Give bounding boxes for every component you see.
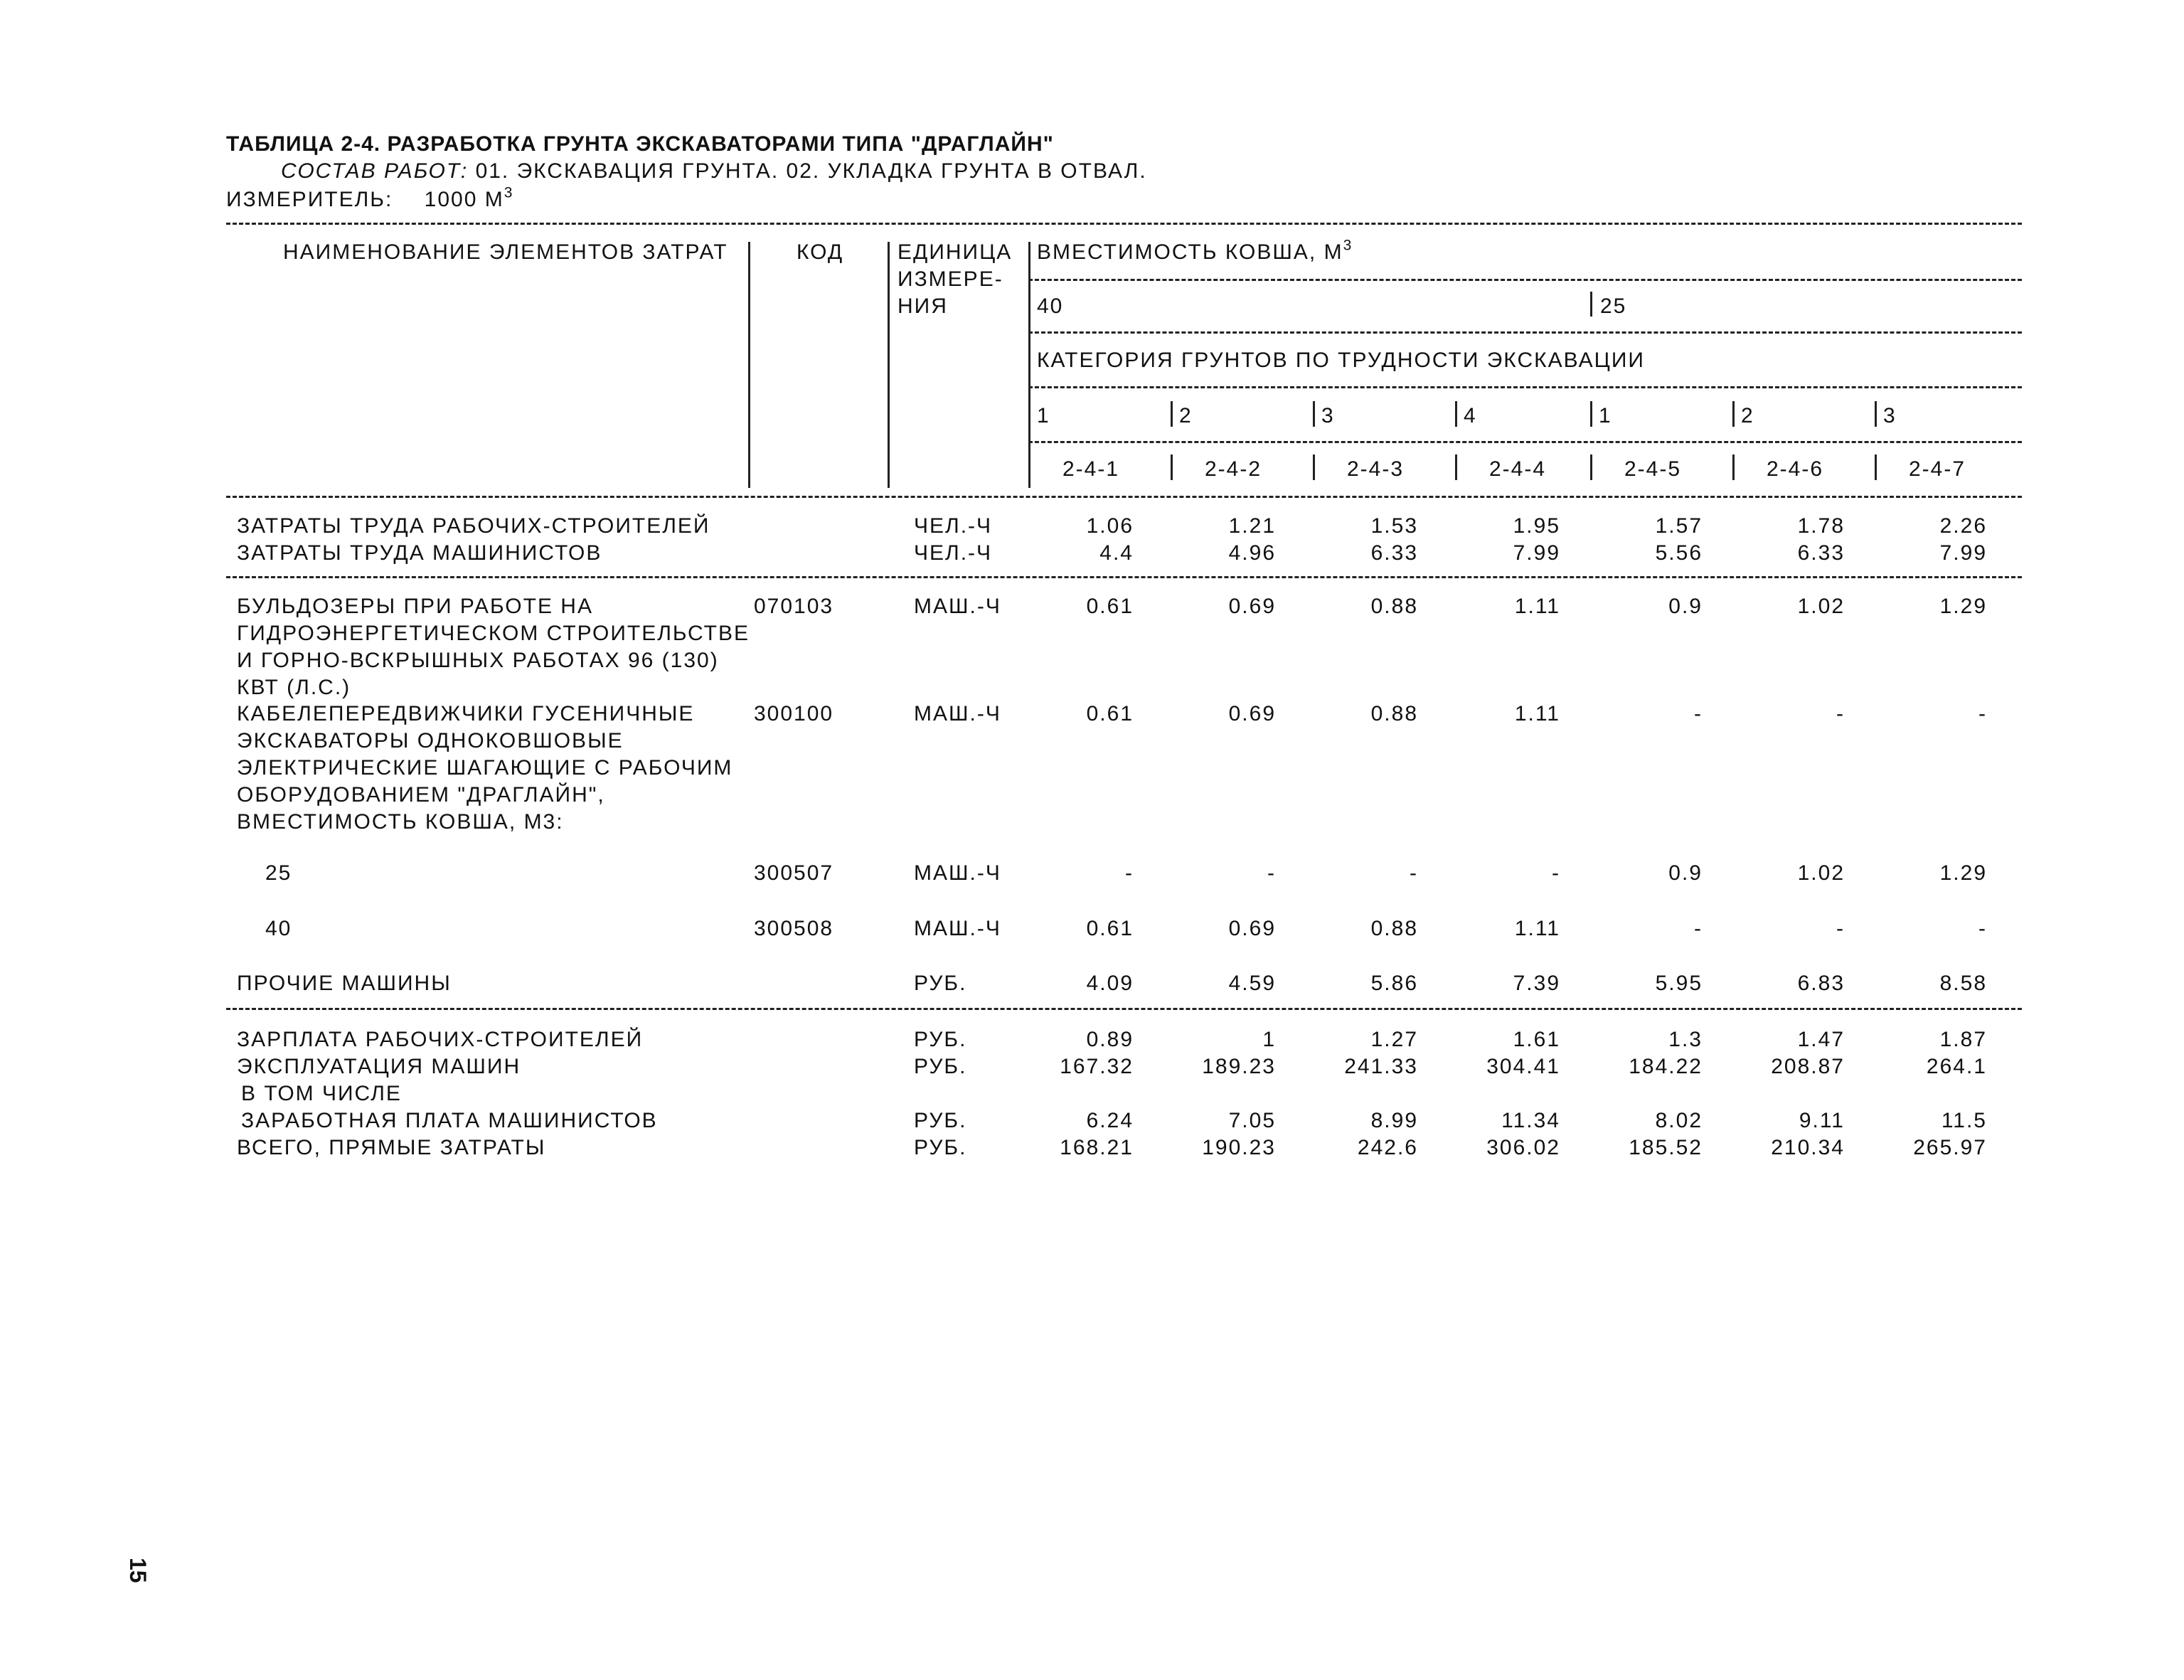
row-unit: РУБ.	[914, 1028, 967, 1051]
row-value: 0.89	[1086, 1028, 1134, 1051]
row-code: 300100	[754, 702, 834, 725]
composition-line	[281, 161, 1147, 182]
category-number: 3	[1883, 404, 1897, 427]
row-code: 300507	[754, 861, 834, 885]
rule-header-bottom	[226, 496, 2022, 498]
row-value: 167.32	[1060, 1055, 1134, 1078]
row-value: 7.39	[1513, 972, 1560, 995]
vbar-values	[1028, 242, 1030, 488]
column-code: 2-4-5	[1624, 457, 1682, 481]
vbar-category	[1732, 401, 1735, 427]
row-name: ЭЛЕКТРИЧЕСКИЕ ШАГАЮЩИЕ С РАБОЧИМ	[237, 756, 733, 780]
measure-sup: 3	[504, 184, 514, 201]
row-name: ЗАРПЛАТА РАБОЧИХ-СТРОИТЕЛЕЙ	[237, 1028, 644, 1051]
vbar-category	[1590, 401, 1592, 427]
measure-label: ИЗМЕРИТЕЛЬ:	[226, 188, 393, 211]
category-number: 2	[1741, 404, 1754, 427]
row-value: 1.29	[1939, 595, 1987, 618]
vbar-unit	[888, 242, 890, 488]
row-value: 1.47	[1797, 1028, 1845, 1051]
row-value: 6.24	[1086, 1109, 1134, 1132]
row-value: 1.95	[1513, 514, 1560, 538]
rule-machines	[226, 1008, 2022, 1010]
row-value: 1.78	[1797, 514, 1845, 538]
row-value: 0.61	[1086, 595, 1134, 618]
category-number: 2	[1179, 404, 1193, 427]
row-value: 189.23	[1202, 1055, 1276, 1078]
row-value: 0.88	[1370, 595, 1418, 618]
vbar-code-col	[1590, 454, 1592, 480]
row-value: 265.97	[1913, 1136, 1987, 1159]
row-value: 4.09	[1086, 972, 1134, 995]
row-value: 0.9	[1668, 595, 1703, 618]
vbar-code-col	[1171, 454, 1173, 480]
table-title: ТАБЛИЦА 2-4. РАЗРАБОТКА ГРУНТА ЭКСКАВАТОРАМИ ТИПА "ДРАГЛАЙН"	[226, 132, 1054, 156]
column-code: 2-4-2	[1205, 457, 1262, 481]
row-value: -	[1267, 861, 1276, 885]
category-number: 1	[1599, 404, 1612, 427]
row-code: 070103	[754, 595, 834, 618]
row-value: 7.05	[1228, 1109, 1276, 1132]
row-value: 6.33	[1797, 541, 1845, 565]
row-value: 1.53	[1370, 514, 1418, 538]
row-unit: РУБ.	[914, 1109, 967, 1132]
header-bucket-25: 25	[1600, 294, 1627, 318]
column-code: 2-4-7	[1909, 457, 1966, 481]
row-value: 8.58	[1939, 972, 1987, 995]
vbar-category	[1171, 401, 1173, 427]
row-value: -	[1836, 702, 1845, 725]
row-name: ОБОРУДОВАНИЕМ "ДРАГЛАЙН",	[237, 783, 605, 807]
row-value: 1.06	[1086, 514, 1134, 538]
row-name: БУЛЬДОЗЕРЫ ПРИ РАБОТЕ НА	[237, 595, 593, 618]
row-value: 0.61	[1086, 702, 1134, 725]
row-value: 208.87	[1771, 1055, 1845, 1078]
row-value: -	[1694, 702, 1703, 725]
row-name: ЗАТРАТЫ ТРУДА РАБОЧИХ-СТРОИТЕЛЕЙ	[237, 514, 710, 538]
header-code: КОД	[797, 240, 844, 264]
header-unit-1: ЕДИНИЦА	[897, 240, 1013, 264]
row-name: ЭКСПЛУАТАЦИЯ МАШИН	[237, 1055, 521, 1078]
column-code: 2-4-3	[1347, 457, 1405, 481]
row-value: 0.61	[1086, 917, 1134, 940]
row-value: 7.99	[1939, 541, 1987, 565]
bucket-label: ВМЕСТИМОСТЬ КОВША, М	[1037, 240, 1343, 264]
header-category: КАТЕГОРИЯ ГРУНТОВ ПО ТРУДНОСТИ ЭКСКАВАЦИИ	[1037, 349, 1645, 372]
bucket-sup: 3	[1343, 237, 1353, 254]
row-value: 8.99	[1370, 1109, 1418, 1132]
header-name: НАИМЕНОВАНИЕ ЭЛЕМЕНТОВ ЗАТРАТ	[283, 240, 728, 264]
row-name: КАБЕЛЕПЕРЕДВИЖЧИКИ ГУСЕНИЧНЫЕ	[237, 702, 695, 725]
row-name: ГИДРОЭНЕРГЕТИЧЕСКОМ СТРОИТЕЛЬСТВЕ	[237, 622, 750, 645]
row-value: 5.56	[1655, 541, 1703, 565]
row-value: -	[1978, 917, 1987, 940]
rule-bucket-size	[1028, 331, 2022, 334]
row-value: -	[1125, 861, 1134, 885]
row-value: 190.23	[1202, 1136, 1276, 1159]
measure-value: 1000 М	[424, 188, 504, 211]
row-name: 40	[265, 917, 292, 940]
row-unit: МАШ.-Ч	[914, 861, 1001, 885]
row-name: ЗАРАБОТНАЯ ПЛАТА МАШИНИСТОВ	[241, 1109, 658, 1132]
row-value: 1.21	[1228, 514, 1276, 538]
measure-line	[226, 184, 514, 211]
row-value: 11.34	[1501, 1109, 1560, 1132]
row-value: 6.83	[1797, 972, 1845, 995]
row-value: 4.96	[1228, 541, 1276, 565]
rule-category-num	[1028, 441, 2022, 443]
row-value: 6.33	[1370, 541, 1418, 565]
row-value: 1.11	[1514, 702, 1560, 725]
row-value: 11.5	[1941, 1109, 1987, 1132]
row-value: 1.11	[1514, 917, 1560, 940]
rule-labor	[226, 576, 2022, 578]
row-name: ПРОЧИЕ МАШИНЫ	[237, 972, 452, 995]
row-name: ВМЕСТИМОСТЬ КОВША, М3:	[237, 810, 564, 834]
row-value: -	[1836, 917, 1845, 940]
row-name: И ГОРНО-ВСКРЫШНЫХ РАБОТАХ 96 (130)	[237, 649, 719, 672]
vbar-category	[1875, 401, 1877, 427]
row-unit: ЧЕЛ.-Ч	[914, 514, 993, 538]
row-value: -	[1978, 702, 1987, 725]
row-unit: РУБ.	[914, 972, 967, 995]
row-name: ЗАТРАТЫ ТРУДА МАШИНИСТОВ	[237, 541, 602, 565]
row-value: 1	[1262, 1028, 1276, 1051]
row-value: 0.88	[1370, 917, 1418, 940]
header-bucket	[1037, 237, 1353, 264]
row-value: 1.61	[1513, 1028, 1560, 1051]
category-number: 1	[1037, 404, 1050, 427]
row-name: В ТОМ ЧИСЛЕ	[241, 1082, 402, 1105]
row-value: -	[1694, 917, 1703, 940]
row-value: 5.95	[1655, 972, 1703, 995]
row-value: 1.02	[1797, 595, 1845, 618]
row-code: 300508	[754, 917, 834, 940]
row-value: 264.1	[1926, 1055, 1987, 1078]
category-number: 3	[1321, 404, 1335, 427]
header-unit-2: ИЗМЕРЕ-	[897, 267, 1003, 291]
page-number: 15	[125, 1558, 151, 1583]
row-value: 7.99	[1513, 541, 1560, 565]
row-value: -	[1552, 861, 1560, 885]
row-value: 1.27	[1370, 1028, 1418, 1051]
vbar-code-col	[1875, 454, 1877, 480]
rule-category	[1028, 386, 2022, 388]
row-value: 1.57	[1655, 514, 1703, 538]
composition-text: 01. ЭКСКАВАЦИЯ ГРУНТА. 02. УКЛАДКА ГРУНТА В ОТВАЛ.	[475, 159, 1147, 183]
row-name: ЭКСКАВАТОРЫ ОДНОКОВШОВЫЕ	[237, 729, 624, 753]
row-value: 2.26	[1939, 514, 1987, 538]
row-value: 304.41	[1486, 1055, 1560, 1078]
row-value: 9.11	[1799, 1109, 1845, 1132]
vbar-code-col	[1732, 454, 1735, 480]
column-code: 2-4-1	[1062, 457, 1120, 481]
rule-top	[226, 223, 2022, 225]
row-name: КВТ (Л.С.)	[237, 676, 351, 699]
vbar-category	[1455, 401, 1457, 427]
row-value: 210.34	[1771, 1136, 1845, 1159]
vbar-category	[1313, 401, 1315, 427]
row-value: 1.11	[1514, 595, 1560, 618]
header-bucket-40: 40	[1037, 294, 1064, 318]
row-value: 1.3	[1668, 1028, 1703, 1051]
row-unit: РУБ.	[914, 1055, 967, 1078]
vbar-code-col	[1455, 454, 1457, 480]
row-value: 1.87	[1939, 1028, 1987, 1051]
column-code: 2-4-6	[1767, 457, 1824, 481]
row-unit: ЧЕЛ.-Ч	[914, 541, 993, 565]
row-value: 0.9	[1668, 861, 1703, 885]
row-name: 25	[265, 861, 292, 885]
row-value: 184.22	[1629, 1055, 1703, 1078]
composition-label: СОСТАВ РАБОТ:	[281, 159, 469, 183]
row-value: -	[1410, 861, 1418, 885]
row-value: 1.02	[1797, 861, 1845, 885]
vbar-code	[748, 242, 750, 488]
row-value: 168.21	[1060, 1136, 1134, 1159]
row-unit: МАШ.-Ч	[914, 702, 1001, 725]
column-code: 2-4-4	[1489, 457, 1547, 481]
header-unit-3: НИЯ	[897, 294, 948, 318]
row-name: ВСЕГО, ПРЯМЫЕ ЗАТРАТЫ	[237, 1136, 546, 1159]
row-unit: МАШ.-Ч	[914, 917, 1001, 940]
row-unit: РУБ.	[914, 1136, 967, 1159]
vbar-25	[1590, 292, 1592, 317]
row-value: 185.52	[1629, 1136, 1703, 1159]
category-number: 4	[1464, 404, 1477, 427]
vbar-code-col	[1313, 454, 1315, 480]
row-value: 0.69	[1228, 917, 1276, 940]
row-value: 0.69	[1228, 702, 1276, 725]
row-value: 306.02	[1486, 1136, 1560, 1159]
row-value: 1.29	[1939, 861, 1987, 885]
row-unit: МАШ.-Ч	[914, 595, 1001, 618]
rule-bucket	[1028, 279, 2022, 281]
row-value: 5.86	[1370, 972, 1418, 995]
row-value: 0.88	[1370, 702, 1418, 725]
row-value: 4.59	[1228, 972, 1276, 995]
row-value: 4.4	[1099, 541, 1134, 565]
row-value: 242.6	[1357, 1136, 1418, 1159]
row-value: 8.02	[1655, 1109, 1703, 1132]
row-value: 0.69	[1228, 595, 1276, 618]
row-value: 241.33	[1344, 1055, 1418, 1078]
